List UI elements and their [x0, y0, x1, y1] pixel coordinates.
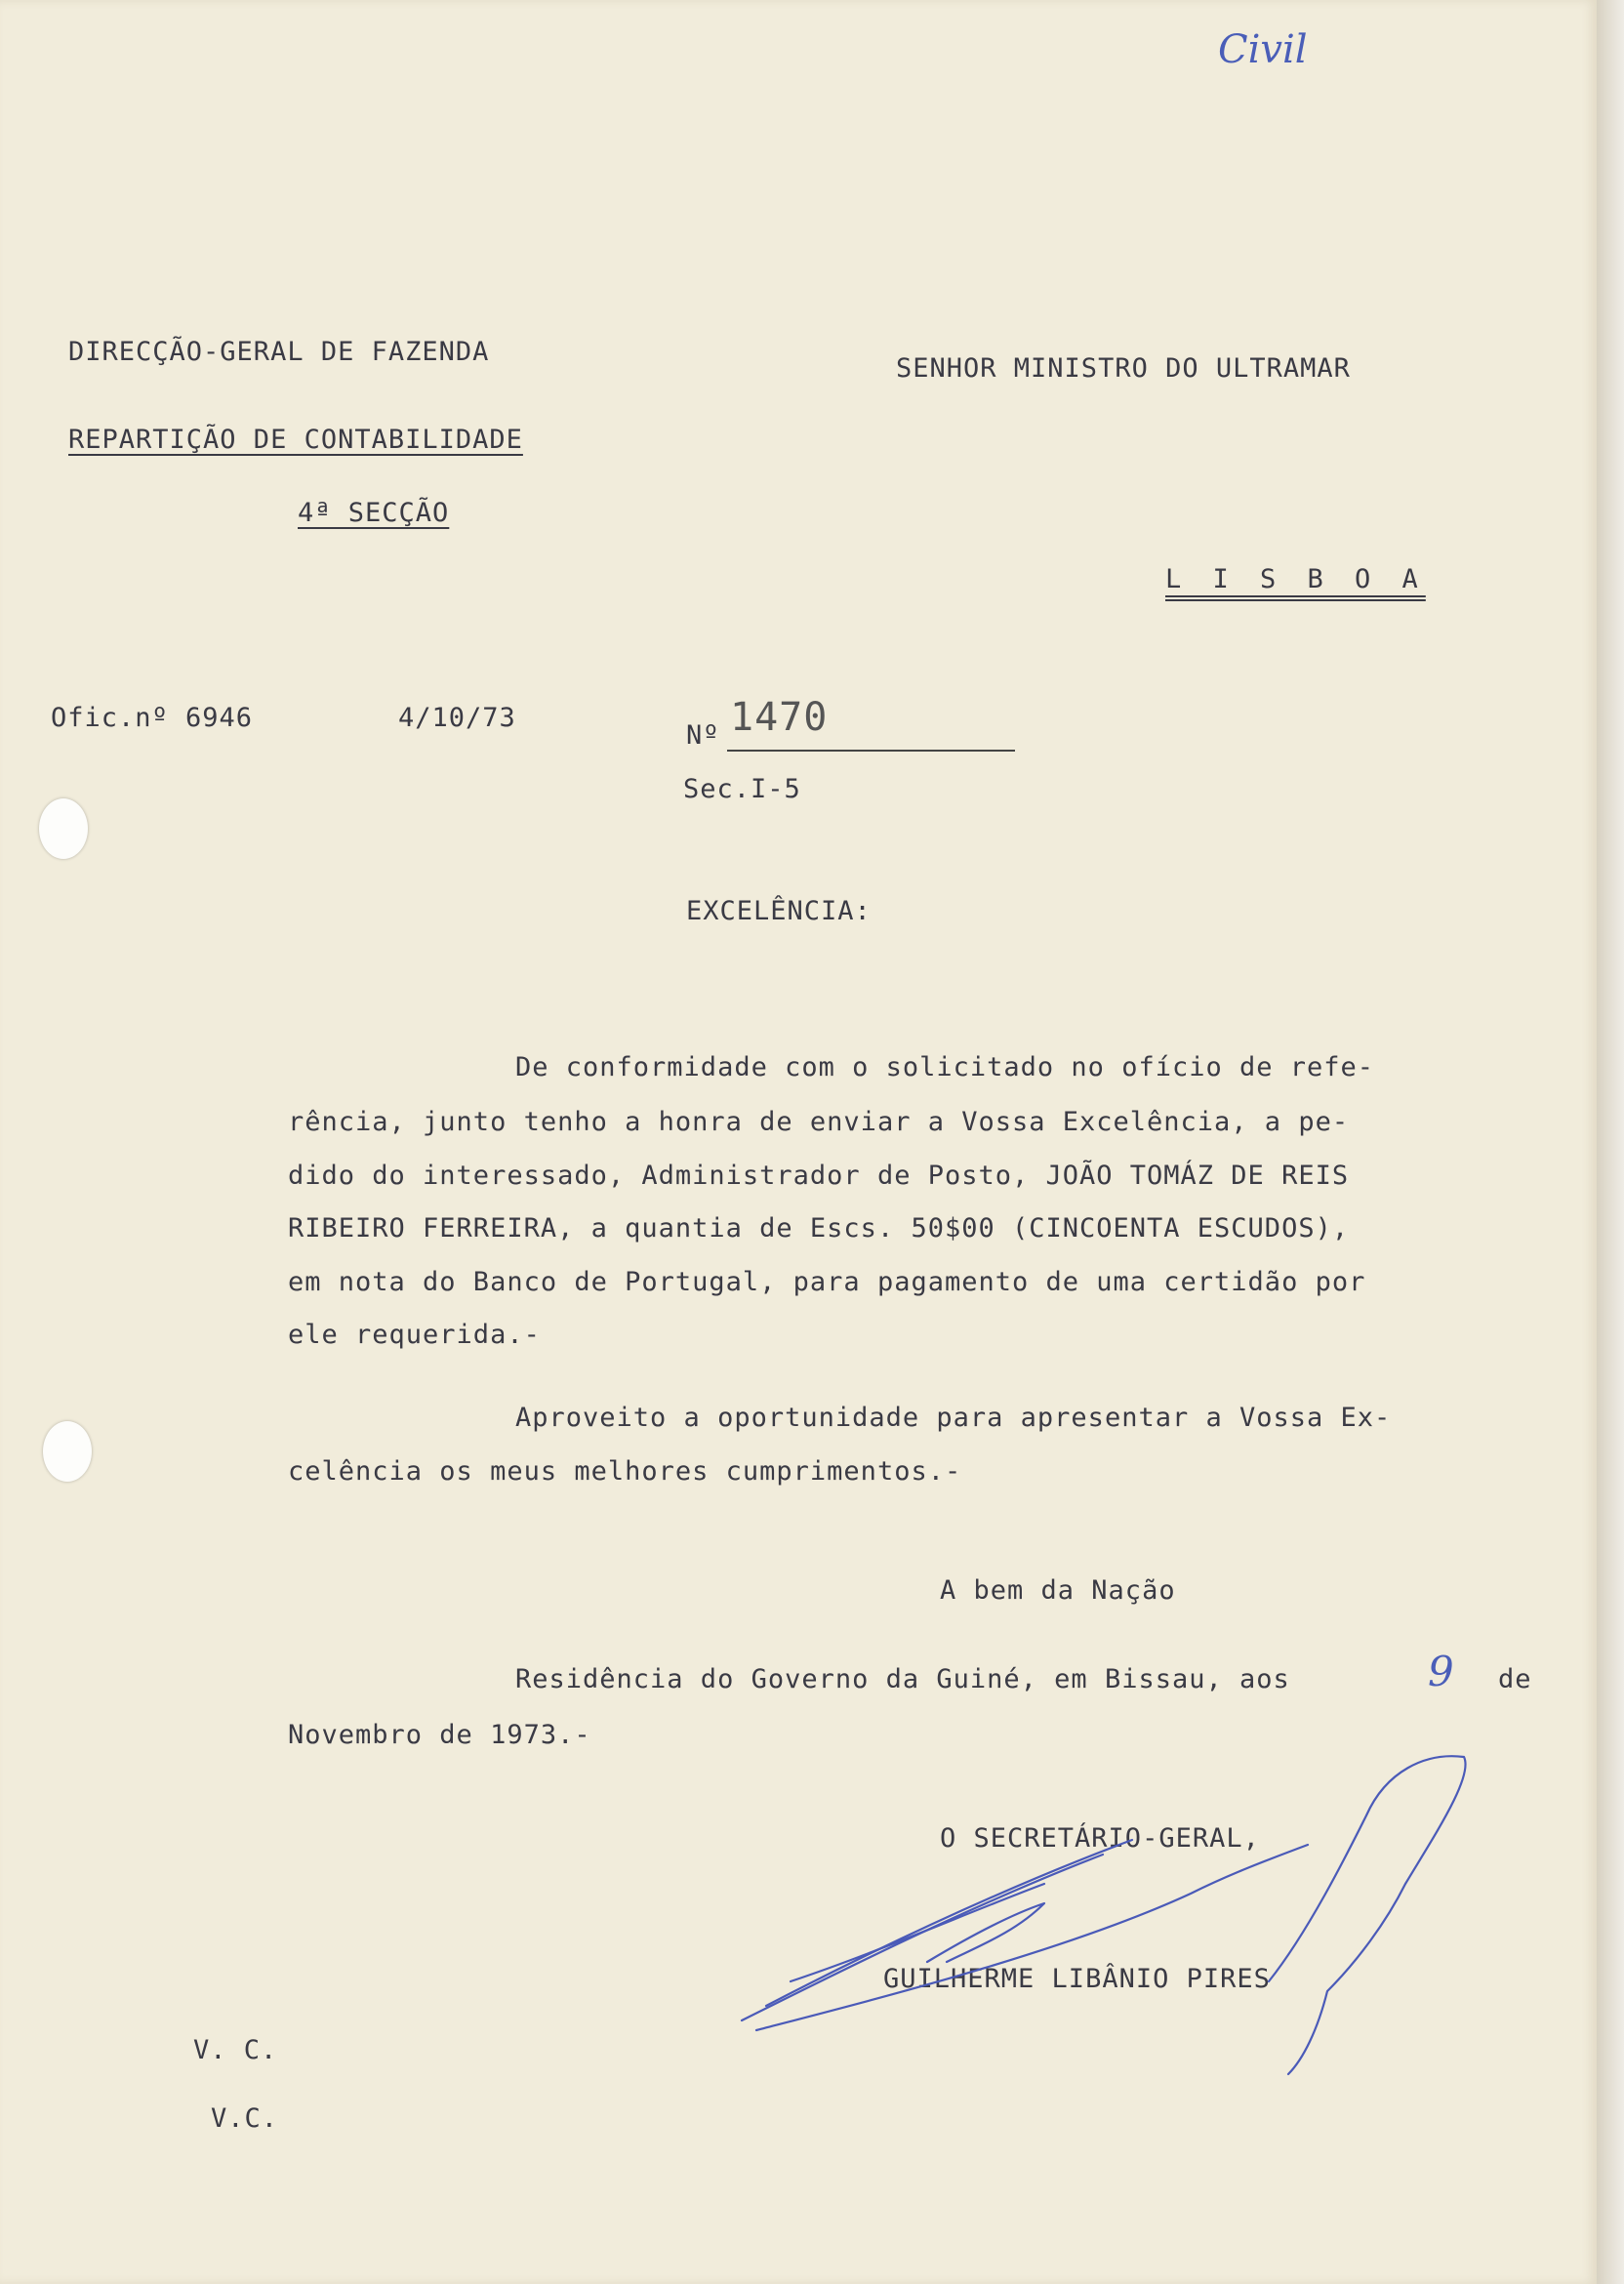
addressee-city: L I S B O A	[1165, 564, 1426, 594]
footer-vc: V.C.	[211, 2103, 279, 2134]
body-line: rência, junto tenho a honra de enviar a Vossa Excelência, a pe-	[288, 1107, 1350, 1137]
page-edge	[1597, 0, 1624, 2284]
body-line: em nota do Banco de Portugal, para pagamento de uma certidão por	[288, 1267, 1366, 1297]
handwritten-signature	[722, 1737, 1483, 2089]
header-department: REPARTIÇÃO DE CONTABILIDADE	[68, 425, 523, 455]
punch-hole	[43, 1421, 92, 1482]
punch-hole	[39, 798, 88, 859]
number-underline	[727, 750, 1015, 752]
margin-note: Civil	[1218, 27, 1308, 72]
addressee: SENHOR MINISTRO DO ULTRAMAR	[896, 353, 1351, 384]
number-label: Nº	[686, 720, 720, 751]
oficio-reference: Ofic.nº 6946	[51, 703, 254, 733]
number-value: 1470	[730, 695, 829, 740]
body-line: ele requerida.-	[288, 1320, 541, 1350]
handwritten-day: 9	[1428, 1648, 1454, 1695]
signatory-name: GUILHERME LIBÂNIO PIRES	[883, 1964, 1271, 1994]
header-section: 4ª SECÇÃO	[298, 498, 450, 528]
section-reference: Sec.I-5	[683, 774, 801, 804]
oficio-date: 4/10/73	[398, 703, 516, 733]
salutation: EXCELÊNCIA:	[686, 896, 872, 926]
closing-date-line: Novembro de 1973.-	[288, 1720, 591, 1750]
footer-vc: V. C.	[193, 2035, 278, 2065]
signatory-title: O SECRETÁRIO-GERAL,	[940, 1823, 1260, 1854]
body-line: dido do interessado, Administrador de Posto, JOÃO TOMÁZ DE REIS	[288, 1161, 1350, 1191]
body-line: De conformidade com o solicitado no ofício de refe-	[515, 1052, 1375, 1082]
closing-place-line-end: de	[1498, 1664, 1532, 1694]
body-line: RIBEIRO FERREIRA, a quantia de Escs. 50$00 (CINCOENTA ESCUDOS),	[288, 1213, 1350, 1244]
header-directorate: DIRECÇÃO-GERAL DE FAZENDA	[68, 337, 490, 367]
body-line: celência os meus melhores cumprimentos.-	[288, 1456, 962, 1487]
closing-place-line: Residência do Governo da Guiné, em Bissau, aos	[515, 1664, 1290, 1694]
body-line: Aproveito a oportunidade para apresentar a Vossa Ex-	[515, 1403, 1392, 1433]
closing-motto: A bem da Nação	[940, 1575, 1176, 1606]
